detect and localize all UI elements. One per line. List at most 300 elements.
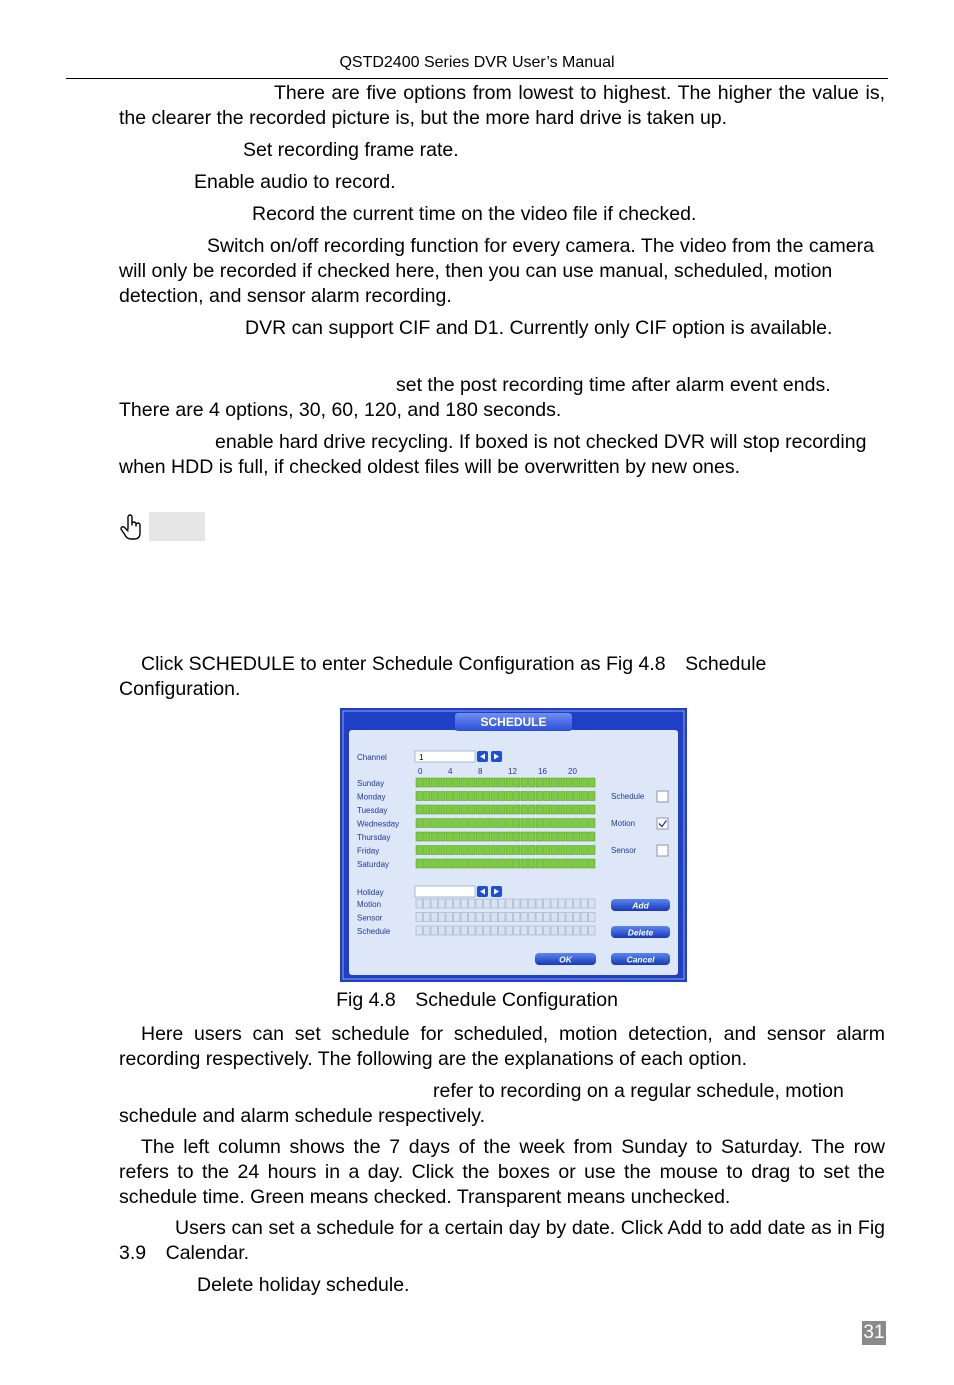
hour-cell[interactable] xyxy=(439,913,446,922)
channel-next-button[interactable] xyxy=(491,751,502,762)
hour-cell[interactable] xyxy=(506,832,513,841)
hour-cell[interactable] xyxy=(536,846,543,855)
hour-cell[interactable] xyxy=(469,846,476,855)
hour-cell[interactable] xyxy=(559,792,566,801)
hour-cell[interactable] xyxy=(521,913,528,922)
hour-cell[interactable] xyxy=(544,805,551,814)
hour-cell[interactable] xyxy=(484,859,491,868)
hour-cell[interactable] xyxy=(461,819,468,828)
hour-cell[interactable] xyxy=(424,846,431,855)
hour-cell[interactable] xyxy=(431,819,438,828)
hour-cell[interactable] xyxy=(574,832,581,841)
hour-cell[interactable] xyxy=(514,859,521,868)
hour-cell[interactable] xyxy=(529,805,536,814)
hour-cell[interactable] xyxy=(506,792,513,801)
paragraph-post-record: set the post recording time after alarm event ends. There are 4 options, 30, 60, 120, and 180 seconds. xyxy=(119,374,831,421)
hour-cell[interactable] xyxy=(461,913,468,922)
channel-label: Channel xyxy=(357,753,387,762)
hour-cell[interactable] xyxy=(574,859,581,868)
hour-cell[interactable] xyxy=(499,859,506,868)
hour-cell[interactable] xyxy=(521,819,528,828)
hour-cell[interactable] xyxy=(454,913,461,922)
hour-cell[interactable] xyxy=(461,899,468,908)
hour-cell[interactable] xyxy=(469,926,476,935)
note-label-box xyxy=(149,512,205,541)
hour-cell[interactable] xyxy=(544,899,551,908)
holiday-row-label: Motion xyxy=(357,900,382,909)
hour-cell[interactable] xyxy=(589,819,596,828)
hour-cell[interactable] xyxy=(484,792,491,801)
hour-cell[interactable] xyxy=(461,926,468,935)
hour-cell[interactable] xyxy=(461,778,468,787)
hour-cell[interactable] xyxy=(431,846,438,855)
hour-cell[interactable] xyxy=(544,819,551,828)
paragraph-record: Switch on/off recording function for every camera. The video from the camera will only be recorded if checked here, then you can use manual, scheduled, motion detection, and sensor alarm recording. xyxy=(119,235,874,307)
hour-cell[interactable] xyxy=(469,832,476,841)
delete-button[interactable] xyxy=(611,926,670,938)
hour-cell[interactable] xyxy=(514,926,521,935)
hour-cell[interactable] xyxy=(589,778,596,787)
hour-cell[interactable] xyxy=(581,819,588,828)
hour-cell[interactable] xyxy=(536,859,543,868)
hour-cell[interactable] xyxy=(446,846,453,855)
hour-cell[interactable] xyxy=(581,913,588,922)
hour-cell[interactable] xyxy=(416,778,423,787)
hour-cell[interactable] xyxy=(574,913,581,922)
hour-cell[interactable] xyxy=(529,819,536,828)
hour-cell[interactable] xyxy=(574,899,581,908)
hour-cell[interactable] xyxy=(559,805,566,814)
hour-cell[interactable] xyxy=(491,846,498,855)
paragraph-delete: Delete holiday schedule. xyxy=(197,1274,410,1296)
hour-cell[interactable] xyxy=(544,846,551,855)
hour-cell[interactable] xyxy=(461,805,468,814)
hour-cell[interactable] xyxy=(439,805,446,814)
hour-cell[interactable] xyxy=(484,899,491,908)
paragraph-refer: refer to recording on a regular schedule, motion schedule and alarm schedule respectively. xyxy=(119,1080,844,1127)
hour-cell[interactable] xyxy=(536,832,543,841)
type-checkbox[interactable] xyxy=(657,791,668,802)
hour-cell[interactable] xyxy=(484,819,491,828)
hour-cell[interactable] xyxy=(491,926,498,935)
hour-cell[interactable] xyxy=(589,913,596,922)
hour-tick-label: 16 xyxy=(538,767,547,776)
hour-cell[interactable] xyxy=(551,846,558,855)
hour-cell[interactable] xyxy=(566,778,573,787)
hour-cell[interactable] xyxy=(439,819,446,828)
hour-cell[interactable] xyxy=(589,792,596,801)
hour-cell[interactable] xyxy=(506,859,513,868)
hour-cell[interactable] xyxy=(454,805,461,814)
hour-cell[interactable] xyxy=(521,792,528,801)
hour-cell[interactable] xyxy=(566,819,573,828)
hour-cell[interactable] xyxy=(491,859,498,868)
hour-cell[interactable] xyxy=(551,778,558,787)
svg-text:Add: Add xyxy=(632,900,649,911)
day-label: Saturday xyxy=(357,860,390,869)
hour-cell[interactable] xyxy=(476,792,483,801)
paragraph-click-schedule: Click SCHEDULE to enter Schedule Configuration as Fig 4.8 Schedule Configuration. xyxy=(119,653,767,700)
type-label: Sensor xyxy=(611,846,637,855)
hour-cell[interactable] xyxy=(581,832,588,841)
hour-cell[interactable] xyxy=(439,926,446,935)
hour-cell[interactable] xyxy=(491,778,498,787)
hour-cell[interactable] xyxy=(476,846,483,855)
hour-cell[interactable] xyxy=(589,859,596,868)
hour-cell[interactable] xyxy=(446,899,453,908)
hour-cell[interactable] xyxy=(491,899,498,908)
hour-cell[interactable] xyxy=(424,792,431,801)
hour-cell[interactable] xyxy=(529,792,536,801)
hour-cell[interactable] xyxy=(469,859,476,868)
hour-cell[interactable] xyxy=(416,792,423,801)
hour-cell[interactable] xyxy=(551,792,558,801)
hour-cell[interactable] xyxy=(446,778,453,787)
hour-cell[interactable] xyxy=(566,805,573,814)
paragraph-frame-rate: Set recording frame rate. xyxy=(243,139,459,161)
holiday-row-label: Schedule xyxy=(357,927,391,936)
hour-cell[interactable] xyxy=(484,832,491,841)
hour-cell[interactable] xyxy=(544,913,551,922)
hour-cell[interactable] xyxy=(469,805,476,814)
hour-cell[interactable] xyxy=(454,792,461,801)
hour-cell[interactable] xyxy=(499,778,506,787)
hour-cell[interactable] xyxy=(446,832,453,841)
hour-cell[interactable] xyxy=(536,899,543,908)
hour-cell[interactable] xyxy=(514,846,521,855)
svg-text:Delete: Delete xyxy=(627,927,654,938)
hour-cell[interactable] xyxy=(446,792,453,801)
hour-cell[interactable] xyxy=(551,805,558,814)
hour-cell[interactable] xyxy=(454,819,461,828)
hour-tick-label: 8 xyxy=(478,767,483,776)
hour-cell[interactable] xyxy=(499,899,506,908)
hour-cell[interactable] xyxy=(416,926,423,935)
hour-cell[interactable] xyxy=(431,926,438,935)
hour-cell[interactable] xyxy=(559,913,566,922)
hour-cell[interactable] xyxy=(499,805,506,814)
hour-cell[interactable] xyxy=(424,899,431,908)
hour-cell[interactable] xyxy=(476,913,483,922)
hour-cell[interactable] xyxy=(424,778,431,787)
hour-cell[interactable] xyxy=(454,899,461,908)
hour-cell[interactable] xyxy=(469,913,476,922)
type-label: Schedule xyxy=(611,792,645,801)
hour-tick-label: 4 xyxy=(448,767,453,776)
hour-cell[interactable] xyxy=(454,778,461,787)
hour-cell[interactable] xyxy=(566,846,573,855)
hour-cell[interactable] xyxy=(499,846,506,855)
hour-cell[interactable] xyxy=(506,819,513,828)
day-label: Sunday xyxy=(357,779,385,788)
hour-cell[interactable] xyxy=(416,913,423,922)
holiday-prev-button[interactable] xyxy=(477,886,488,897)
hour-cell[interactable] xyxy=(559,926,566,935)
paragraph-quality: There are five options from lowest to highest. The higher the value is, the clearer the recorded picture is, but the more hard drive is taken up. xyxy=(119,82,885,129)
hour-cell[interactable] xyxy=(559,899,566,908)
hour-cell[interactable] xyxy=(446,805,453,814)
hour-cell[interactable] xyxy=(499,926,506,935)
day-label: Tuesday xyxy=(357,806,388,815)
hour-cell[interactable] xyxy=(416,846,423,855)
hour-cell[interactable] xyxy=(574,926,581,935)
hour-cell[interactable] xyxy=(439,778,446,787)
hour-cell[interactable] xyxy=(424,805,431,814)
hour-cell[interactable] xyxy=(424,819,431,828)
hour-cell[interactable] xyxy=(424,832,431,841)
hour-cell[interactable] xyxy=(416,859,423,868)
hour-cell[interactable] xyxy=(544,926,551,935)
hour-cell[interactable] xyxy=(484,846,491,855)
hour-cell[interactable] xyxy=(589,805,596,814)
running-header: QSTD2400 Series DVR User’s Manual xyxy=(339,54,615,71)
paragraph-recycle: enable hard drive recycling. If boxed is not checked DVR will stop recording when HDD is full, if checked oldest files will be overwritten by new ones. xyxy=(119,431,867,478)
hour-cell[interactable] xyxy=(469,778,476,787)
hour-cell[interactable] xyxy=(574,819,581,828)
hour-cell[interactable] xyxy=(476,832,483,841)
hour-cell[interactable] xyxy=(589,846,596,855)
hour-cell[interactable] xyxy=(521,926,528,935)
paragraph-here-users: Here users can set schedule for scheduled, motion detection, and sensor alarm recording respectively. The following are the explanations of each option. xyxy=(119,1023,885,1070)
holiday-row-label: Sensor xyxy=(357,913,383,923)
hour-cell[interactable] xyxy=(506,805,513,814)
hour-cell[interactable] xyxy=(469,899,476,908)
hour-cell[interactable] xyxy=(484,913,491,922)
hour-cell[interactable] xyxy=(476,805,483,814)
hour-cell[interactable] xyxy=(566,792,573,801)
hour-cell[interactable] xyxy=(544,832,551,841)
hour-cell[interactable] xyxy=(536,805,543,814)
hour-cell[interactable] xyxy=(521,859,528,868)
type-label: Motion xyxy=(611,819,636,828)
type-checkbox[interactable] xyxy=(657,845,668,856)
hour-cell[interactable] xyxy=(581,778,588,787)
hour-cell[interactable] xyxy=(559,832,566,841)
hour-cell[interactable] xyxy=(581,926,588,935)
hour-cell[interactable] xyxy=(454,926,461,935)
hour-cell[interactable] xyxy=(476,899,483,908)
hour-cell[interactable] xyxy=(446,926,453,935)
hour-cell[interactable] xyxy=(416,899,423,908)
hour-cell[interactable] xyxy=(589,899,596,908)
day-label: Friday xyxy=(357,846,380,856)
cancel-button[interactable] xyxy=(611,953,670,965)
hour-cell[interactable] xyxy=(431,832,438,841)
svg-text:Cancel: Cancel xyxy=(626,954,655,965)
hour-cell[interactable] xyxy=(446,819,453,828)
hour-cell[interactable] xyxy=(589,832,596,841)
hour-cell[interactable] xyxy=(566,926,573,935)
hour-cell[interactable] xyxy=(491,832,498,841)
hour-cell[interactable] xyxy=(461,846,468,855)
hand-pointer-icon xyxy=(119,513,143,541)
hour-cell[interactable] xyxy=(506,846,513,855)
hour-cell[interactable] xyxy=(529,926,536,935)
hour-cell[interactable] xyxy=(559,819,566,828)
hour-cell[interactable] xyxy=(529,899,536,908)
hour-cell[interactable] xyxy=(439,832,446,841)
paragraph-left-column: The left column shows the 7 days of the week from Sunday to Saturday. The row refers to the 24 hours in a day. Click the boxes or use the mouse to drag to set the schedule time. Green means checked. Transparent means unchecked. xyxy=(119,1136,885,1208)
hour-cell[interactable] xyxy=(439,859,446,868)
hour-cell[interactable] xyxy=(431,899,438,908)
hour-cell[interactable] xyxy=(476,859,483,868)
paragraph-resolution: DVR can support CIF and D1. Currently only CIF option is available. xyxy=(245,317,833,339)
hour-cell[interactable] xyxy=(551,926,558,935)
hour-cell[interactable] xyxy=(521,778,528,787)
hour-cell[interactable] xyxy=(551,899,558,908)
hour-cell[interactable] xyxy=(424,926,431,935)
channel-input[interactable] xyxy=(415,751,475,762)
hour-cell[interactable] xyxy=(521,846,528,855)
figure-caption: Fig 4.8 Schedule Configuration xyxy=(336,989,618,1011)
hour-cell[interactable] xyxy=(491,819,498,828)
hour-cell[interactable] xyxy=(521,832,528,841)
hour-cell[interactable] xyxy=(566,899,573,908)
hour-cell[interactable] xyxy=(551,832,558,841)
hour-cell[interactable] xyxy=(491,805,498,814)
hour-cell[interactable] xyxy=(491,913,498,922)
add-button[interactable] xyxy=(611,899,670,911)
hour-cell[interactable] xyxy=(574,792,581,801)
hour-cell[interactable] xyxy=(536,819,543,828)
hour-cell[interactable] xyxy=(431,859,438,868)
page-number: 31 xyxy=(863,1322,885,1343)
hour-cell[interactable] xyxy=(416,805,423,814)
hour-cell[interactable] xyxy=(589,926,596,935)
hour-cell[interactable] xyxy=(446,913,453,922)
hour-cell[interactable] xyxy=(431,792,438,801)
hour-cell[interactable] xyxy=(506,926,513,935)
hour-cell[interactable] xyxy=(506,778,513,787)
hour-cell[interactable] xyxy=(514,792,521,801)
hour-cell[interactable] xyxy=(559,859,566,868)
paragraph-audio: Enable audio to record. xyxy=(194,171,396,193)
hour-cell[interactable] xyxy=(551,913,558,922)
hour-cell[interactable] xyxy=(499,792,506,801)
hour-cell[interactable] xyxy=(544,778,551,787)
paragraph-time: Record the current time on the video file if checked. xyxy=(252,203,697,225)
day-label: Monday xyxy=(357,792,386,802)
hour-cell[interactable] xyxy=(551,819,558,828)
day-label: Thursday xyxy=(357,833,391,842)
hour-cell[interactable] xyxy=(506,913,513,922)
hour-cell[interactable] xyxy=(499,913,506,922)
hour-cell[interactable] xyxy=(499,819,506,828)
hour-cell[interactable] xyxy=(536,926,543,935)
hour-cell[interactable] xyxy=(476,926,483,935)
type-checkbox[interactable] xyxy=(657,818,668,829)
hour-cell[interactable] xyxy=(439,846,446,855)
hour-cell[interactable] xyxy=(544,792,551,801)
ok-button[interactable] xyxy=(535,953,596,965)
hour-cell[interactable] xyxy=(581,899,588,908)
hour-cell[interactable] xyxy=(424,859,431,868)
holiday-next-button[interactable] xyxy=(491,886,502,897)
hour-tick-label: 20 xyxy=(568,767,577,776)
hour-cell[interactable] xyxy=(461,859,468,868)
paragraph-holiday: Users can set a schedule for a certain day by date. Click Add to add date as in Fig 3.9 Calendar. xyxy=(119,1217,885,1264)
header-rule xyxy=(66,78,888,79)
hour-cell[interactable] xyxy=(536,792,543,801)
hour-cell[interactable] xyxy=(454,832,461,841)
hour-cell[interactable] xyxy=(574,805,581,814)
hour-cell[interactable] xyxy=(431,805,438,814)
hour-cell[interactable] xyxy=(566,859,573,868)
hour-cell[interactable] xyxy=(454,846,461,855)
hour-cell[interactable] xyxy=(514,819,521,828)
hour-cell[interactable] xyxy=(484,778,491,787)
hour-cell[interactable] xyxy=(551,859,558,868)
hour-cell[interactable] xyxy=(491,792,498,801)
hour-cell[interactable] xyxy=(521,899,528,908)
hour-cell[interactable] xyxy=(581,859,588,868)
holiday-date-input[interactable] xyxy=(415,886,475,897)
hour-cell[interactable] xyxy=(581,846,588,855)
hour-cell[interactable] xyxy=(506,899,513,908)
hour-cell[interactable] xyxy=(416,832,423,841)
hour-cell[interactable] xyxy=(431,778,438,787)
hour-cell[interactable] xyxy=(514,805,521,814)
holiday-label: Holiday xyxy=(357,888,384,897)
hour-cell[interactable] xyxy=(499,832,506,841)
hour-cell[interactable] xyxy=(566,913,573,922)
channel-prev-button[interactable] xyxy=(477,751,488,762)
hour-cell[interactable] xyxy=(484,805,491,814)
hour-cell[interactable] xyxy=(544,859,551,868)
hour-cell[interactable] xyxy=(514,778,521,787)
hour-cell[interactable] xyxy=(536,913,543,922)
hour-cell[interactable] xyxy=(566,832,573,841)
hour-cell[interactable] xyxy=(559,846,566,855)
hour-cell[interactable] xyxy=(469,792,476,801)
hour-cell[interactable] xyxy=(469,819,476,828)
hour-cell[interactable] xyxy=(536,778,543,787)
hour-cell[interactable] xyxy=(484,926,491,935)
dialog-title: SCHEDULE xyxy=(480,715,547,729)
hour-cell[interactable] xyxy=(514,899,521,908)
hour-cell[interactable] xyxy=(581,792,588,801)
hour-cell[interactable] xyxy=(424,913,431,922)
svg-text:OK: OK xyxy=(559,954,572,965)
hour-cell[interactable] xyxy=(446,859,453,868)
hour-cell[interactable] xyxy=(529,832,536,841)
schedule-dialog-figure xyxy=(340,708,687,982)
hour-tick-label: 12 xyxy=(508,767,517,776)
day-label: Wednesday xyxy=(357,819,400,829)
hour-cell[interactable] xyxy=(559,778,566,787)
hour-cell[interactable] xyxy=(574,846,581,855)
hour-cell[interactable] xyxy=(529,846,536,855)
hour-cell[interactable] xyxy=(581,805,588,814)
hour-cell[interactable] xyxy=(476,819,483,828)
hour-cell[interactable] xyxy=(461,832,468,841)
hour-cell[interactable] xyxy=(476,778,483,787)
hour-cell[interactable] xyxy=(529,913,536,922)
hour-cell[interactable] xyxy=(461,792,468,801)
hour-cell[interactable] xyxy=(521,805,528,814)
hour-cell[interactable] xyxy=(416,819,423,828)
hour-cell[interactable] xyxy=(514,832,521,841)
hour-cell[interactable] xyxy=(454,859,461,868)
channel-value: 1 xyxy=(419,753,424,762)
hour-cell[interactable] xyxy=(514,913,521,922)
hour-cell[interactable] xyxy=(439,899,446,908)
hour-cell[interactable] xyxy=(574,778,581,787)
hour-cell[interactable] xyxy=(529,778,536,787)
hour-cell[interactable] xyxy=(529,859,536,868)
hour-cell[interactable] xyxy=(439,792,446,801)
hour-cell[interactable] xyxy=(431,913,438,922)
